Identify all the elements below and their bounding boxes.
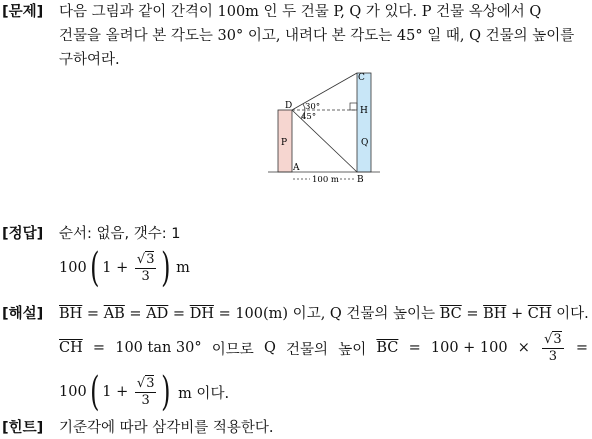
right-angle-mark — [350, 103, 357, 110]
solution-line-3: 100 ( 1 + $\frac{√3}{3}$ ) m 이다. — [59, 369, 230, 415]
hint-text: 기준각에 따라 삼각비를 적용한다. — [59, 420, 274, 436]
label-p: P — [281, 138, 288, 148]
answer-label: [정답] — [2, 226, 44, 242]
answer-one-plus: 1 + — [102, 260, 133, 276]
answer-coef: 100 — [59, 260, 87, 276]
problem-label: [문제] — [2, 4, 44, 20]
solution-line-1: $\overline{BH} = \overline{AB} = \overline{AD} = \overline{DH} = 100(m)$ 이고, Q 건물의 높이는 $\overline{BC} = \overline{BH} + \overline{CH}$ 이다. — [59, 306, 589, 322]
problem-line-2: 건물을 올려다 본 각도는 30° 이고, 내려다 본 각도는 45° 일 때, Q 건물의 높이를 — [59, 28, 575, 44]
label-distance: 100 m — [312, 175, 339, 185]
answer-fraction: $\frac{√3}{3}$ — [136, 251, 155, 284]
label-h: H — [360, 106, 368, 116]
solution-fraction-1: $\frac{√3}{3}$ — [544, 331, 562, 364]
solution-line-2: $\overline{CH}$ = 100 tan 30° 이므로 Q 건물의 높이 $\overline{BC}$ = 100 + 100 × $\frac{√3}{3}$ = — [59, 331, 588, 364]
problem-line-3: 구하여라. — [59, 52, 120, 68]
label-q: Q — [361, 138, 369, 148]
problem-line-1: 다음 그림과 같이 간격이 100m 인 두 건물 P, Q 가 있다. P 건물 옥상에서 Q — [59, 4, 542, 20]
answer-frac-num: 3 — [146, 251, 155, 267]
answer-expression: 100 ( 1 + $\frac{√3}{3}$ ) m — [59, 245, 190, 291]
label-b: B — [357, 175, 364, 185]
answer-frac-den: 3 — [141, 268, 150, 284]
label-d: D — [285, 101, 293, 111]
answer-unit: m — [176, 260, 190, 276]
label-angle-45: 45° — [301, 112, 317, 122]
label-angle-30: 30° — [305, 102, 321, 112]
solution-fraction-2: $\frac{√3}{3}$ — [136, 375, 155, 408]
line-dc — [292, 73, 357, 110]
label-c: C — [358, 73, 365, 83]
label-a: A — [293, 163, 300, 173]
building-q — [357, 73, 371, 172]
hint-label: [힌트] — [2, 420, 44, 436]
solution-label: [해설] — [2, 306, 44, 322]
answer-line-1: 순서: 없음, 갯수: 1 — [59, 226, 181, 242]
problem-figure — [0, 68, 592, 188]
